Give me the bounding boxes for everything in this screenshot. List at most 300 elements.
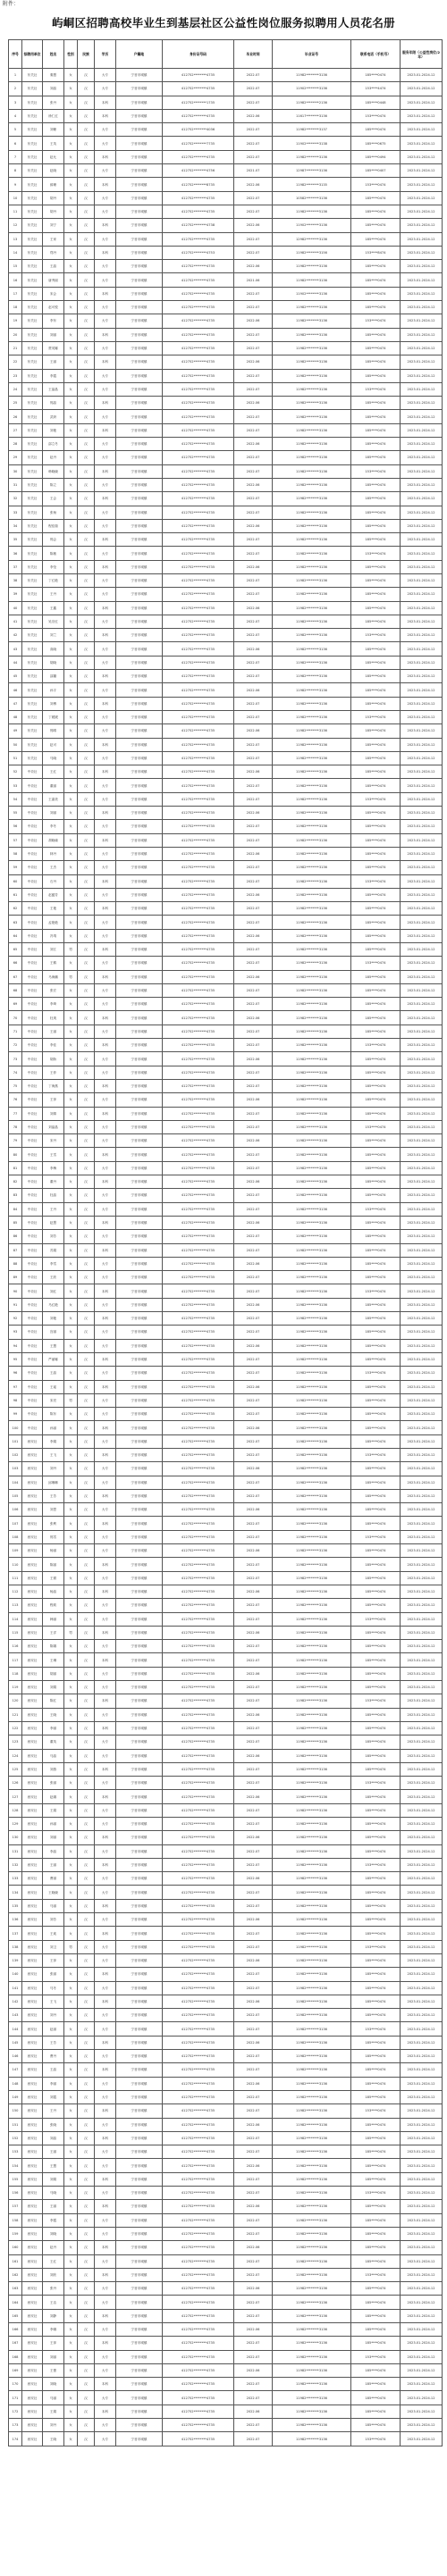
cell-household: 宁晋市城镇 xyxy=(116,1066,163,1079)
cell-phone: 185****0474 xyxy=(351,833,401,847)
cell-education: 本科 xyxy=(95,1380,116,1393)
table-row xyxy=(9,1025,443,1038)
cell-service-term: 2023.01-2024.12 xyxy=(401,683,443,697)
cell-household: 宁晋市城镇 xyxy=(116,2378,163,2391)
cell-diploma-number: 11982********3136 xyxy=(273,2432,351,2446)
cell-id-number: 412752********4735 xyxy=(163,2009,234,2022)
cell-serial: 26 xyxy=(9,410,22,423)
cell-diploma-number: 11982********3136 xyxy=(273,1352,351,1366)
cell-serial: 66 xyxy=(9,957,22,970)
cell-serial: 34 xyxy=(9,519,22,532)
table-row xyxy=(9,1011,443,1025)
cell-serial: 148 xyxy=(9,2077,22,2090)
cell-phone: 185****0474 xyxy=(351,1913,401,1927)
cell-grad-date: 2022.06 xyxy=(234,2405,273,2418)
cell-education: 大专 xyxy=(95,1408,116,1421)
cell-serial: 108 xyxy=(9,1530,22,1543)
cell-serial: 163 xyxy=(9,2282,22,2296)
cell-ethnicity: 汉 xyxy=(78,1503,95,1517)
cell-id-number: 412752********4735 xyxy=(163,1571,234,1585)
cell-diploma-number: 11982********3136 xyxy=(273,1612,351,1626)
cell-grad-date: 2022.07 xyxy=(234,1066,273,1079)
cell-name: 邵立冬 xyxy=(43,438,64,451)
cell-education: 本科 xyxy=(95,1899,116,1912)
cell-name: 赵丹 xyxy=(43,2241,64,2254)
cell-gender: 女 xyxy=(64,533,78,547)
cell-ethnicity: 汉 xyxy=(78,2009,95,2022)
cell-service-term: 2023.01-2024.12 xyxy=(401,943,443,957)
cell-service-term: 2023.01-2024.12 xyxy=(401,232,443,246)
cell-diploma-number: 11982********3136 xyxy=(273,1544,351,1558)
cell-gender: 女 xyxy=(64,1544,78,1558)
cell-ethnicity: 汉 xyxy=(78,2104,95,2118)
cell-education: 本科 xyxy=(95,2131,116,2145)
cell-ethnicity: 汉 xyxy=(78,1872,95,1886)
cell-ethnicity: 汉 xyxy=(78,615,95,628)
cell-grad-date: 2022.06 xyxy=(234,1462,273,1476)
cell-serial: 174 xyxy=(9,2432,22,2446)
cell-education: 本科 xyxy=(95,1216,116,1229)
cell-phone: 185****0474 xyxy=(351,943,401,957)
cell-grad-date: 2022.07 xyxy=(234,69,273,82)
cell-ethnicity: 汉 xyxy=(78,355,95,369)
cell-serial: 105 xyxy=(9,1489,22,1502)
cell-name: 丁媛媛 xyxy=(43,710,64,723)
cell-service-term: 2023.01-2024.12 xyxy=(401,2391,443,2405)
cell-service-term: 2023.01-2024.12 xyxy=(401,2309,443,2322)
cell-gender: 女 xyxy=(64,109,78,122)
cell-serial: 38 xyxy=(9,573,22,587)
cell-name: 胡晓瑜 xyxy=(43,833,64,847)
cell-diploma-number: 11982********3136 xyxy=(273,69,351,82)
cell-household: 宁晋市城镇 xyxy=(116,1408,163,1421)
cell-gender: 女 xyxy=(64,273,78,287)
cell-gender: 女 xyxy=(64,1352,78,1366)
cell-unit: 西安社 xyxy=(22,1721,43,1735)
cell-education: 大专 xyxy=(95,2118,116,2131)
cell-grad-date: 2022.07 xyxy=(234,232,273,246)
cell-unit: 东关社 xyxy=(22,328,43,341)
cell-phone: 185****0474 xyxy=(351,2254,401,2268)
cell-id-number: 412752********4735 xyxy=(163,1489,234,1502)
cell-serial: 72 xyxy=(9,1039,22,1052)
table-row xyxy=(9,1913,443,1927)
cell-name: 刘丹 xyxy=(43,2419,64,2432)
cell-diploma-number: 11982********3136 xyxy=(273,738,351,751)
cell-phone: 185****0474 xyxy=(351,205,401,218)
cell-id-number: 412752********4735 xyxy=(163,1352,234,1366)
table-row xyxy=(9,1831,443,1844)
cell-phone: 185****0474 xyxy=(351,69,401,82)
cell-gender: 女 xyxy=(64,341,78,355)
cell-ethnicity: 汉 xyxy=(78,1352,95,1366)
cell-service-term: 2023.01-2024.12 xyxy=(401,2227,443,2240)
table-row xyxy=(9,2077,443,2090)
cell-id-number: 412752********4735 xyxy=(163,533,234,547)
cell-serial: 57 xyxy=(9,833,22,847)
cell-unit: 东关社 xyxy=(22,670,43,683)
cell-ethnicity: 汉 xyxy=(78,478,95,491)
cell-education: 大专 xyxy=(95,1530,116,1543)
cell-grad-date: 2022.07 xyxy=(234,464,273,478)
table-row xyxy=(9,983,443,997)
table-row xyxy=(9,1981,443,1995)
cell-unit: 西安社 xyxy=(22,1735,43,1749)
cell-grad-date: 2022.06 xyxy=(234,1953,273,1967)
cell-education: 大专 xyxy=(95,1326,116,1339)
cell-ethnicity: 汉 xyxy=(78,1790,95,1803)
cell-name: 刘晶 xyxy=(43,2131,64,2145)
cell-unit: 中央社 xyxy=(22,1216,43,1229)
cell-household: 宁晋市城镇 xyxy=(116,588,163,601)
cell-unit: 西安社 xyxy=(22,1913,43,1927)
cell-ethnicity: 汉 xyxy=(78,1667,95,1680)
cell-id-number: 412752********4735 xyxy=(163,1134,234,1148)
cell-service-term: 2023.01-2024.12 xyxy=(401,438,443,451)
cell-gender: 女 xyxy=(64,1558,78,1571)
cell-ethnicity: 汉 xyxy=(78,957,95,970)
cell-service-term: 2023.01-2024.12 xyxy=(401,1790,443,1803)
table-row xyxy=(9,1052,443,1066)
cell-unit: 中央社 xyxy=(22,847,43,860)
cell-education: 本科 xyxy=(95,1243,116,1257)
cell-name: 李雪 xyxy=(43,1257,64,1270)
column-header-diploma-number: 毕业证号 xyxy=(273,40,351,69)
cell-id-number: 412752********4735 xyxy=(163,1503,234,1517)
cell-name: 张丹 xyxy=(43,96,64,109)
cell-service-term: 2023.01-2024.12 xyxy=(401,998,443,1011)
cell-phone: 185****0474 xyxy=(351,656,401,669)
cell-household: 宁晋市城镇 xyxy=(116,1271,163,1284)
cell-name: 刘婧 xyxy=(43,1107,64,1120)
cell-gender: 女 xyxy=(64,492,78,506)
cell-grad-date: 2022.07 xyxy=(234,410,273,423)
cell-id-number: 412752********4735 xyxy=(163,1927,234,1940)
cell-ethnicity: 汉 xyxy=(78,1803,95,1817)
cell-service-term: 2023.01-2024.12 xyxy=(401,1312,443,1326)
table-row xyxy=(9,888,443,901)
cell-gender: 女 xyxy=(64,410,78,423)
cell-ethnicity: 汉 xyxy=(78,1052,95,1066)
cell-education: 大专 xyxy=(95,1599,116,1612)
cell-diploma-number: 11982********3136 xyxy=(273,1968,351,1981)
cell-diploma-number: 11982********3136 xyxy=(273,1831,351,1844)
cell-name: 刘晓 xyxy=(43,2378,64,2391)
cell-diploma-number: 11982********3136 xyxy=(273,2145,351,2159)
cell-id-number: 412752********4735 xyxy=(163,328,234,341)
cell-serial: 44 xyxy=(9,656,22,669)
cell-name: 吴宗红 xyxy=(43,615,64,628)
cell-name: 王欢 xyxy=(43,1927,64,1940)
cell-gender: 女 xyxy=(64,506,78,519)
cell-service-term: 2023.01-2024.12 xyxy=(401,1899,443,1912)
cell-household: 宁晋市城镇 xyxy=(116,1818,163,1831)
cell-household: 宁晋市城镇 xyxy=(116,1216,163,1229)
cell-service-term: 2023.01-2024.12 xyxy=(401,820,443,833)
table-row xyxy=(9,109,443,122)
cell-grad-date: 2022.07 xyxy=(234,1025,273,1038)
cell-service-term: 2023.01-2024.12 xyxy=(401,2350,443,2363)
cell-id-number: 412752********4735 xyxy=(163,2077,234,2090)
cell-education: 本科 xyxy=(95,2337,116,2350)
cell-serial: 78 xyxy=(9,1120,22,1133)
cell-serial: 2 xyxy=(9,82,22,96)
cell-unit: 中央社 xyxy=(22,1107,43,1120)
cell-serial: 167 xyxy=(9,2337,22,2350)
cell-id-number: 412752********4735 xyxy=(163,451,234,464)
cell-id-number: 412752********4735 xyxy=(163,1120,234,1133)
cell-service-term: 2023.01-2024.12 xyxy=(401,670,443,683)
cell-gender: 女 xyxy=(64,1421,78,1434)
column-header-ethnicity: 民族 xyxy=(78,40,95,69)
cell-serial: 117 xyxy=(9,1653,22,1667)
cell-name: 杜爽 xyxy=(43,1011,64,1025)
table-row xyxy=(9,1339,443,1352)
cell-service-term: 2023.01-2024.12 xyxy=(401,2050,443,2063)
cell-diploma-number: 11982********3136 xyxy=(273,1148,351,1161)
cell-unit: 西安社 xyxy=(22,2159,43,2172)
cell-unit: 西安社 xyxy=(22,1831,43,1844)
cell-household: 宁晋市城镇 xyxy=(116,451,163,464)
cell-diploma-number: 11982********3136 xyxy=(273,478,351,491)
cell-id-number: 412752********4735 xyxy=(163,1803,234,1817)
cell-name: 刘丽 xyxy=(43,328,64,341)
cell-diploma-number: 11982********2136 xyxy=(273,96,351,109)
cell-diploma-number: 11982********3136 xyxy=(273,506,351,519)
cell-id-number: 412752********4735 xyxy=(163,69,234,82)
cell-grad-date: 2022.07 xyxy=(234,2187,273,2200)
cell-service-term: 2023.01-2024.12 xyxy=(401,1844,443,1858)
cell-service-term: 2023.01-2024.12 xyxy=(401,301,443,314)
cell-household: 宁晋市城镇 xyxy=(116,438,163,451)
cell-household: 宁晋市城镇 xyxy=(116,983,163,997)
cell-serial: 47 xyxy=(9,697,22,710)
cell-education: 本科 xyxy=(95,2309,116,2322)
cell-serial: 23 xyxy=(9,369,22,382)
cell-ethnicity: 汉 xyxy=(78,1011,95,1025)
cell-education: 大专 xyxy=(95,642,116,656)
cell-household: 宁晋市城镇 xyxy=(116,1571,163,1585)
cell-id-number: 412752********4735 xyxy=(163,751,234,765)
cell-gender: 女 xyxy=(64,2432,78,2446)
cell-grad-date: 2022.07 xyxy=(234,150,273,163)
cell-diploma-number: 11982********3136 xyxy=(273,1694,351,1708)
cell-ethnicity: 汉 xyxy=(78,69,95,82)
header-row xyxy=(9,40,443,69)
cell-service-term: 2023.01-2024.12 xyxy=(401,724,443,738)
table-row xyxy=(9,506,443,519)
cell-gender: 女 xyxy=(64,478,78,491)
cell-diploma-number: 11982********3136 xyxy=(273,1298,351,1311)
cell-id-number: 412752********4735 xyxy=(163,1913,234,1927)
cell-service-term: 2023.01-2024.12 xyxy=(401,1762,443,1776)
cell-unit: 西安社 xyxy=(22,2063,43,2077)
cell-unit: 东关社 xyxy=(22,410,43,423)
cell-gender: 女 xyxy=(64,738,78,751)
cell-diploma-number: 11982********3136 xyxy=(273,519,351,532)
cell-service-term: 2023.01-2024.12 xyxy=(401,710,443,723)
cell-household: 宁晋市城镇 xyxy=(116,1079,163,1092)
table-row xyxy=(9,1243,443,1257)
cell-phone: 185****0474 xyxy=(351,1681,401,1694)
cell-ethnicity: 汉 xyxy=(78,807,95,820)
cell-phone: 153****0474 xyxy=(351,2104,401,2118)
cell-service-term: 2023.01-2024.12 xyxy=(401,382,443,396)
cell-ethnicity: 汉 xyxy=(78,2322,95,2336)
cell-grad-date: 2022.06 xyxy=(234,1421,273,1434)
cell-id-number: 412752********4735 xyxy=(163,191,234,205)
cell-name: 赵丹 xyxy=(43,451,64,464)
cell-education: 本科 xyxy=(95,1995,116,2008)
cell-diploma-number: 11982********3136 xyxy=(273,2050,351,2063)
cell-name: 曹丽 xyxy=(43,1872,64,1886)
cell-id-number: 412752********4735 xyxy=(163,1230,234,1243)
cell-ethnicity: 汉 xyxy=(78,96,95,109)
cell-gender: 女 xyxy=(64,998,78,1011)
cell-ethnicity: 汉 xyxy=(78,2131,95,2145)
cell-id-number: 412752********4735 xyxy=(163,615,234,628)
cell-education: 大专 xyxy=(95,2009,116,2022)
cell-household: 宁晋市城镇 xyxy=(116,2282,163,2296)
cell-name: 王飞 xyxy=(43,1995,64,2008)
cell-education: 本科 xyxy=(95,1352,116,1366)
cell-name: 王蕾 xyxy=(43,2363,64,2377)
cell-id-number: 412752********4735 xyxy=(163,1107,234,1120)
cell-grad-date: 2022.07 xyxy=(234,2104,273,2118)
cell-unit: 东关社 xyxy=(22,314,43,328)
cell-household: 宁晋市城镇 xyxy=(116,1721,163,1735)
cell-ethnicity: 汉 xyxy=(78,1312,95,1326)
cell-unit: 西安社 xyxy=(22,2391,43,2405)
cell-name: 王鑫 xyxy=(43,601,64,615)
cell-gender: 女 xyxy=(64,1571,78,1585)
cell-grad-date: 2022.07 xyxy=(234,1721,273,1735)
cell-household: 宁晋市城镇 xyxy=(116,2050,163,2063)
cell-education: 本科 xyxy=(95,2063,116,2077)
cell-household: 宁晋市城镇 xyxy=(116,1052,163,1066)
cell-education: 大专 xyxy=(95,2363,116,2377)
table-row xyxy=(9,2419,443,2432)
cell-household: 宁晋市城镇 xyxy=(116,96,163,109)
cell-education: 大专 xyxy=(95,2145,116,2159)
cell-diploma-number: 11982********3136 xyxy=(273,2405,351,2418)
table-row xyxy=(9,861,443,874)
cell-serial: 15 xyxy=(9,260,22,273)
cell-name: 马冬 xyxy=(43,1981,64,1995)
cell-diploma-number: 11982********3136 xyxy=(273,1858,351,1871)
cell-gender: 女 xyxy=(64,1530,78,1543)
cell-household: 宁晋市城镇 xyxy=(116,1995,163,2008)
cell-service-term: 2023.01-2024.12 xyxy=(401,1886,443,1899)
cell-phone: 185****0474 xyxy=(351,1803,401,1817)
cell-ethnicity: 汉 xyxy=(78,2172,95,2186)
cell-phone: 153****0474 xyxy=(351,464,401,478)
cell-service-term: 2023.01-2024.12 xyxy=(401,1571,443,1585)
cell-phone: 185****0474 xyxy=(351,506,401,519)
cell-id-number: 412752********4735 xyxy=(163,2172,234,2186)
cell-unit: 中央社 xyxy=(22,929,43,942)
cell-phone: 185****0474 xyxy=(351,751,401,765)
cell-household: 宁晋市城镇 xyxy=(116,1393,163,1407)
cell-ethnicity: 汉 xyxy=(78,1886,95,1899)
cell-unit: 西安社 xyxy=(22,2405,43,2418)
cell-name: 高晓 xyxy=(43,642,64,656)
cell-grad-date: 2022.07 xyxy=(234,615,273,628)
cell-serial: 49 xyxy=(9,724,22,738)
cell-id-number: 412752********4735 xyxy=(163,1202,234,1216)
table-row xyxy=(9,451,443,464)
cell-service-term: 2023.01-2024.12 xyxy=(401,2063,443,2077)
cell-name: 马红艳 xyxy=(43,1298,64,1311)
cell-ethnicity: 汉 xyxy=(78,438,95,451)
cell-gender: 女 xyxy=(64,1981,78,1995)
cell-diploma-number: 11617********3136 xyxy=(273,109,351,122)
table-row xyxy=(9,1721,443,1735)
cell-grad-date: 2022.07 xyxy=(234,1243,273,1257)
cell-diploma-number: 11982********3136 xyxy=(273,1312,351,1326)
table-row xyxy=(9,2282,443,2296)
cell-grad-date: 2022.06 xyxy=(234,2322,273,2336)
cell-service-term: 2023.01-2024.12 xyxy=(401,1367,443,1380)
cell-serial: 3 xyxy=(9,96,22,109)
cell-name: 刘江 xyxy=(43,943,64,957)
cell-id-number: 412752********4735 xyxy=(163,1326,234,1339)
cell-unit: 西安社 xyxy=(22,1640,43,1653)
cell-grad-date: 2022.07 xyxy=(234,861,273,874)
cell-grad-date: 2022.06 xyxy=(234,178,273,191)
cell-phone: 185****0474 xyxy=(351,328,401,341)
cell-grad-date: 2022.07 xyxy=(234,751,273,765)
cell-service-term: 2023.01-2024.12 xyxy=(401,178,443,191)
cell-phone: 185****0474 xyxy=(351,355,401,369)
cell-id-number: 412752********4735 xyxy=(163,150,234,163)
cell-diploma-number: 11982********3136 xyxy=(273,2022,351,2036)
cell-unit: 东关社 xyxy=(22,588,43,601)
cell-phone: 185****0474 xyxy=(351,1257,401,1270)
cell-grad-date: 2022.06 xyxy=(234,1872,273,1886)
cell-name: 王丽 xyxy=(43,1025,64,1038)
cell-id-number: 412752********4735 xyxy=(163,1271,234,1284)
cell-name: 王娟 xyxy=(43,2405,64,2418)
cell-diploma-number: 11902********3136 xyxy=(273,287,351,300)
cell-household: 宁晋市城镇 xyxy=(116,1558,163,1571)
cell-education: 大专 xyxy=(95,2350,116,2363)
cell-ethnicity: 汉 xyxy=(78,1530,95,1543)
cell-phone: 185****0474 xyxy=(351,970,401,983)
cell-id-number: 412752********4735 xyxy=(163,109,234,122)
cell-name: 郑丹 xyxy=(43,246,64,259)
cell-id-number: 412752********4735 xyxy=(163,1953,234,1967)
cell-diploma-number: 11982********3136 xyxy=(273,1790,351,1803)
cell-household: 宁晋市城镇 xyxy=(116,1161,163,1175)
cell-name: 李娜 xyxy=(43,2322,64,2336)
cell-phone: 185****0474 xyxy=(351,1093,401,1107)
cell-service-term: 2023.01-2024.12 xyxy=(401,2131,443,2145)
cell-id-number: 412752********4735 xyxy=(163,2268,234,2281)
cell-education: 本科 xyxy=(95,1284,116,1298)
table-row xyxy=(9,601,443,615)
cell-ethnicity: 汉 xyxy=(78,820,95,833)
cell-serial: 126 xyxy=(9,1777,22,1790)
cell-serial: 67 xyxy=(9,970,22,983)
cell-id-number: 412752********4735 xyxy=(163,1434,234,1448)
table-row xyxy=(9,341,443,355)
table-row xyxy=(9,2227,443,2240)
cell-ethnicity: 汉 xyxy=(78,2350,95,2363)
cell-diploma-number: 11982********3136 xyxy=(273,547,351,560)
cell-unit: 西安社 xyxy=(22,2090,43,2103)
cell-service-term: 2023.01-2024.12 xyxy=(401,2405,443,2418)
